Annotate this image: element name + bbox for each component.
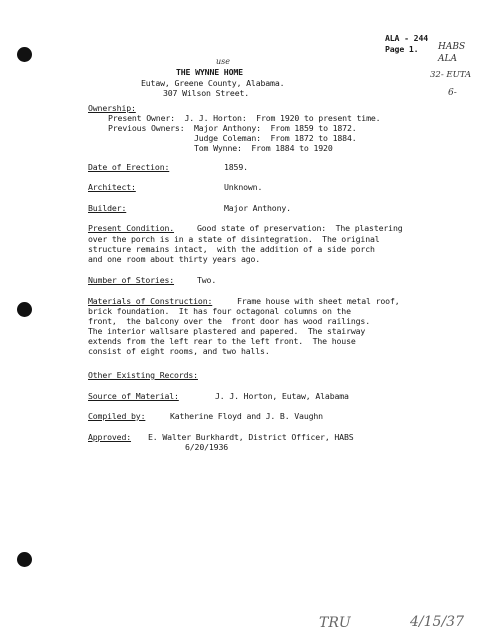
builder-label: Builder:: [88, 203, 127, 213]
ownership-previous-2: Judge Coleman: From 1872 to 1884.: [194, 133, 357, 143]
approved-date: 6/20/1936: [185, 442, 229, 452]
materials-line-4: The interior wallsare plastered and papered. The stairway: [88, 326, 366, 336]
condition-line-2: over the porch is in a state of disintegration. The original: [88, 234, 380, 244]
materials-line-1: Frame house with sheet metal roof,: [237, 296, 400, 306]
ownership-previous-1: Previous Owners: Major Anthony: From 1859 to 1872.: [108, 123, 357, 133]
punch-hole-bottom: [17, 552, 32, 567]
ownership-previous-3: Tom Wynne: From 1884 to 1920: [194, 143, 333, 153]
erection-label: Date of Erection:: [88, 162, 170, 172]
ownership-present: Present Owner: J. J. Horton: From 1920 to present time.: [108, 113, 381, 123]
approved-value: E. Walter Burkhardt, District Officer, HABS: [148, 432, 354, 442]
source-label: Source of Material:: [88, 391, 179, 401]
stories-value: Two.: [197, 275, 217, 285]
condition-line-3: structure remains intact, with the addition of a side porch: [88, 244, 375, 254]
handwritten-county-code: 32- EUTA: [430, 70, 472, 80]
compiled-value: Katherine Floyd and J. B. Vaughn: [170, 411, 323, 421]
builder-value: Major Anthony.: [224, 203, 291, 213]
materials-line-2: brick foundation. It has four octagonal columns on the: [88, 306, 351, 316]
condition-label: Present Condition.: [88, 223, 175, 233]
handwritten-habs: HABS: [438, 42, 466, 52]
ownership-label: Ownership:: [88, 103, 136, 113]
handwritten-date: 4/15/37: [410, 614, 464, 630]
punch-hole-top: [17, 47, 32, 62]
architect-label: Architect:: [88, 182, 136, 192]
records-label: Other Existing Records:: [88, 370, 198, 380]
architect-value: Unknown.: [224, 182, 263, 192]
source-value: J. J. Horton, Eutaw, Alabama: [215, 391, 349, 401]
materials-line-6: consist of eight rooms, and two halls.: [88, 346, 270, 356]
page-title: THE WYNNE HOME: [176, 67, 243, 77]
compiled-label: Compiled by:: [88, 411, 146, 421]
punch-hole-middle: [17, 302, 32, 317]
title-correction: use: [216, 57, 230, 66]
handwritten-number: 6-: [448, 88, 457, 98]
document-ref: ALA - 244: [385, 33, 429, 43]
erection-value: 1859.: [224, 162, 248, 172]
materials-label: Materials of Construction:: [88, 296, 213, 306]
title-location: Eutaw, Greene County, Alabama.: [141, 78, 285, 88]
handwritten-initials: TRU: [319, 615, 351, 631]
materials-line-3: front, the balcony over the front door has wood railings.: [88, 316, 370, 326]
approved-label: Approved:: [88, 432, 132, 442]
handwritten-ala: ALA: [438, 54, 457, 64]
title-street: 307 Wilson Street.: [163, 88, 250, 98]
materials-line-5: extends from the left rear to the left front. The house: [88, 336, 356, 346]
stories-label: Number of Stories:: [88, 275, 175, 285]
page-number: Page 1.: [385, 44, 419, 54]
condition-line-1: Good state of preservation: The plastering: [197, 223, 403, 233]
condition-line-4: and one room about thirty years ago.: [88, 254, 261, 264]
